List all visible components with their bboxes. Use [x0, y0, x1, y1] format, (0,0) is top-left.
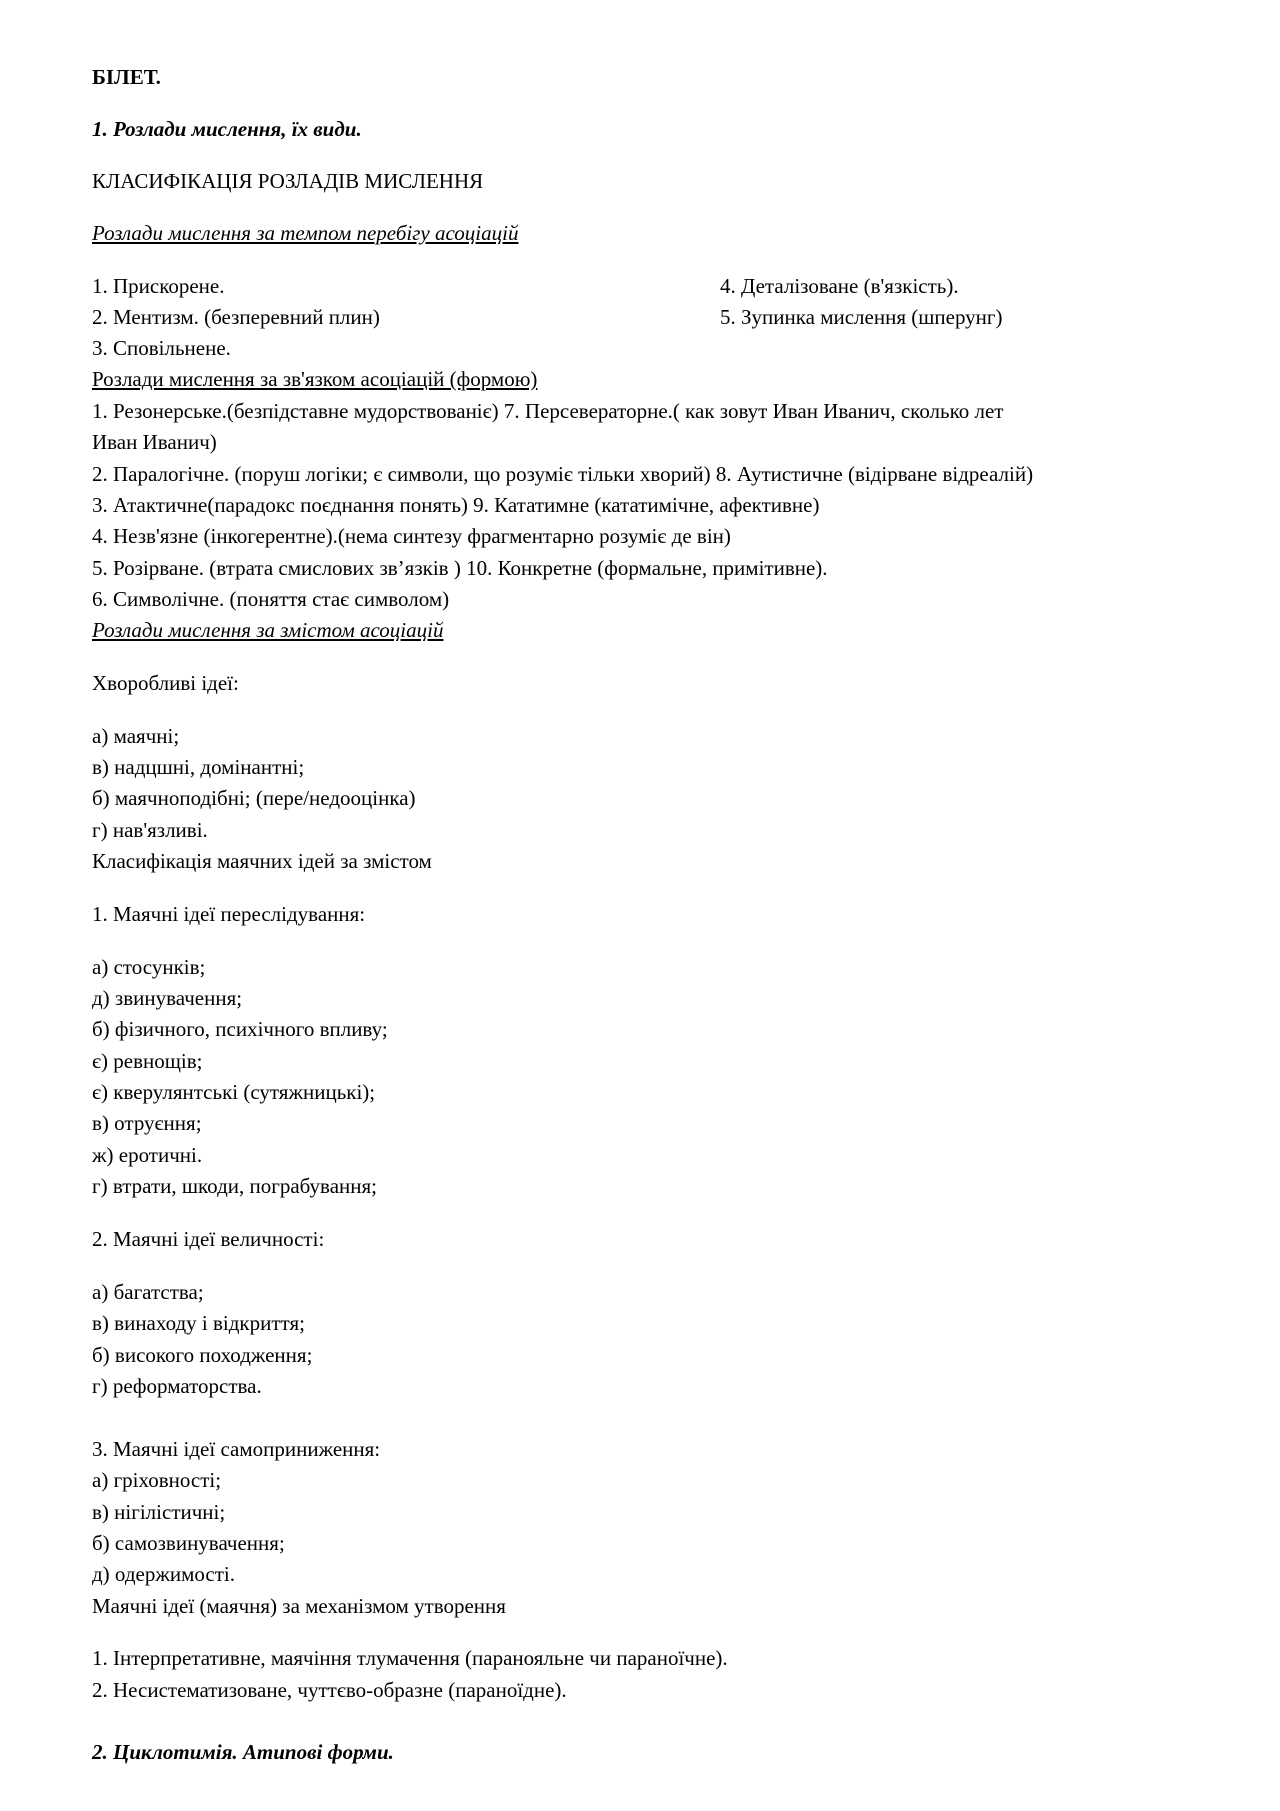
tempo-item: 1. Прискорене. — [92, 274, 225, 298]
idea-item: а) маячні; — [92, 724, 180, 748]
content-heading: Розлади мислення за змістом асоціацій — [92, 618, 444, 642]
delusion-classification-label: Класифікація маячних ідей за змістом — [92, 849, 432, 873]
mechanism-item: 1. Інтерпретативне, маячіння тлумачення (паранояльне чи параноїчне). — [92, 1646, 728, 1670]
tempo-item: 4. Деталізоване (в'язкість). — [720, 274, 959, 298]
self-abasement-item: д) одержимості. — [92, 1562, 235, 1586]
grandeur-title: 2. Маячні ідеї величності: — [92, 1227, 325, 1251]
form-line: 5. Розірване. (втрата смислових зв’язків ) 10. Конкретне (формальне, примітивне). — [92, 556, 828, 580]
form-line: Иван Иванич) — [92, 430, 217, 454]
form-heading: Розлади мислення за зв'язком асоціацій (формою) — [92, 367, 538, 391]
tempo-heading: Розлади мислення за темпом перебігу асоціацій — [92, 221, 519, 245]
tempo-item: 2. Ментизм. (безперевний плин) — [92, 305, 380, 329]
persecution-item: а) стосунків; — [92, 955, 206, 979]
persecution-item: д) звинувачення; — [92, 986, 243, 1010]
idea-item: б) маячноподібні; (пере/недооцінка) — [92, 786, 416, 810]
question-2-heading: 2. Циклотимія. Атипові форми. — [92, 1740, 394, 1764]
form-line: 4. Незв'язне (інкогерентне).(нема синтезу фрагментарно розуміє де він) — [92, 524, 731, 548]
form-line: 2. Паралогічне. (поруш логіки; є символи, що розуміє тільки хворий) 8. Аутистичне (відірване відреалій) — [92, 462, 1034, 486]
tempo-item: 3. Сповільнене. — [92, 336, 231, 360]
ticket-title: БІЛЕТ. — [92, 65, 161, 89]
persecution-item: б) фізичного, психічного впливу; — [92, 1017, 388, 1041]
tempo-item: 5. Зупинка мислення (шперунг) — [720, 305, 1003, 329]
grandeur-item: г) реформаторства. — [92, 1374, 262, 1398]
form-line: 1. Резонерське.(безпідставне мудорствованіє) 7. Персевераторне.( как зовут Иван Иванич, сколько лет — [92, 399, 1004, 423]
grandeur-item: б) високого походження; — [92, 1343, 313, 1367]
persecution-item: г) втрати, шкоди, пограбування; — [92, 1174, 377, 1198]
grandeur-item: а) багатства; — [92, 1280, 204, 1304]
persecution-item: ж) еротичні. — [92, 1143, 203, 1167]
self-abasement-item: б) самозвинувачення; — [92, 1531, 285, 1555]
persecution-item: є) кверулянтські (сутяжницькі); — [92, 1080, 376, 1104]
question-1-heading: 1. Розлади мислення, їх види. — [92, 117, 362, 141]
grandeur-item: в) винаходу і відкриття; — [92, 1311, 305, 1335]
classification-title: КЛАСИФІКАЦІЯ РОЗЛАДІВ МИСЛЕННЯ — [92, 169, 484, 193]
form-line: 3. Атактичне(парадокс поєднання понять) 9. Кататимне (кататимічне, афективне) — [92, 493, 820, 517]
morbid-ideas-label: Хворобливі ідеї: — [92, 671, 239, 695]
form-line: 6. Символічне. (поняття стає символом) — [92, 587, 450, 611]
self-abasement-title: 3. Маячні ідеї самоприниження: — [92, 1437, 381, 1461]
persecution-item: є) ревнощів; — [92, 1049, 203, 1073]
mechanism-title: Маячні ідеї (маячня) за механізмом утворення — [92, 1594, 506, 1618]
idea-item: в) надцшні, домінантні; — [92, 755, 305, 779]
persecution-item: в) отруєння; — [92, 1111, 202, 1135]
self-abasement-item: в) нігілістичні; — [92, 1500, 226, 1524]
idea-item: г) нав'язливі. — [92, 818, 208, 842]
mechanism-item: 2. Несистематизоване, чуттєво-образне (параноїдне). — [92, 1678, 567, 1702]
self-abasement-item: а) гріховності; — [92, 1468, 222, 1492]
persecution-title: 1. Маячні ідеї переслідування: — [92, 902, 366, 926]
